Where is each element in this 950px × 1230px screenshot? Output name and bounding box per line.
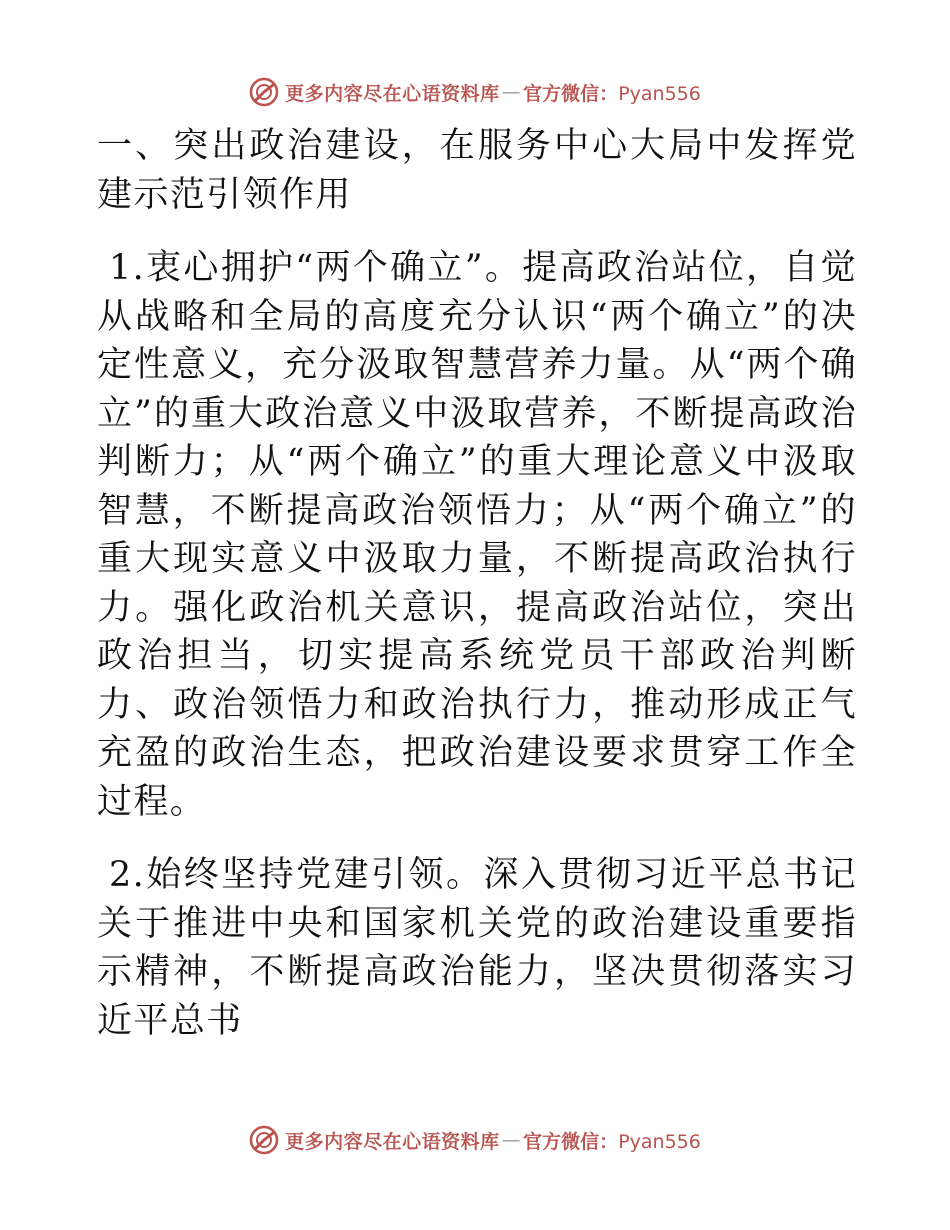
header-banner xyxy=(0,72,950,112)
banner-text: 更多内容尽在心语资料库 xyxy=(285,1130,500,1153)
seal-logo-icon xyxy=(249,1125,279,1155)
wechat-id: Pyan556 xyxy=(618,1130,701,1153)
document-body xyxy=(97,122,857,1045)
wechat-info xyxy=(523,1127,701,1154)
wechat-label: 官方微信： xyxy=(523,82,619,105)
wechat-info xyxy=(523,79,701,106)
banner-separator: — xyxy=(501,81,522,103)
wechat-id: Pyan556 xyxy=(618,82,701,105)
paragraph-2: 2.始终坚持党建引领。深入贯彻习近平总书记关于推进中央和国家机关党的政治建设重要指示精神，不断提高政治能力，坚决贯彻落实习近平总书 xyxy=(97,855,857,1041)
section-heading: 一、突出政治建设，在服务中心大局中发挥党建示范引领作用 xyxy=(97,126,857,215)
banner-separator: — xyxy=(501,1129,522,1151)
wechat-label: 官方微信： xyxy=(523,1130,619,1153)
seal-logo-icon xyxy=(249,77,279,107)
banner-text: 更多内容尽在心语资料库 xyxy=(285,82,500,105)
footer-banner xyxy=(0,1120,950,1160)
paragraph-1: 1.衷心拥护“两个确立”。提高政治站位，自觉从战略和全局的高度充分认识“两个确立”的决定性意义，充分汲取智慧营养力量。从“两个确立”的重大政治意义中汲取营养，不断提高政治判断力；从“两个确立”的重大理论意义中汲取智慧，不断提高政治领悟力；从“两个确立”的重大现实意义中汲取力量，不断提高政治执行力。强化政治机关意识，提高政治站位，突出政治担当，切实提高系统党员干部政治判断力、政治领悟力和政治执行力，推动形成正气充盈的政治生态，把政治建设要求贯穿工作全过程。 xyxy=(97,248,857,822)
